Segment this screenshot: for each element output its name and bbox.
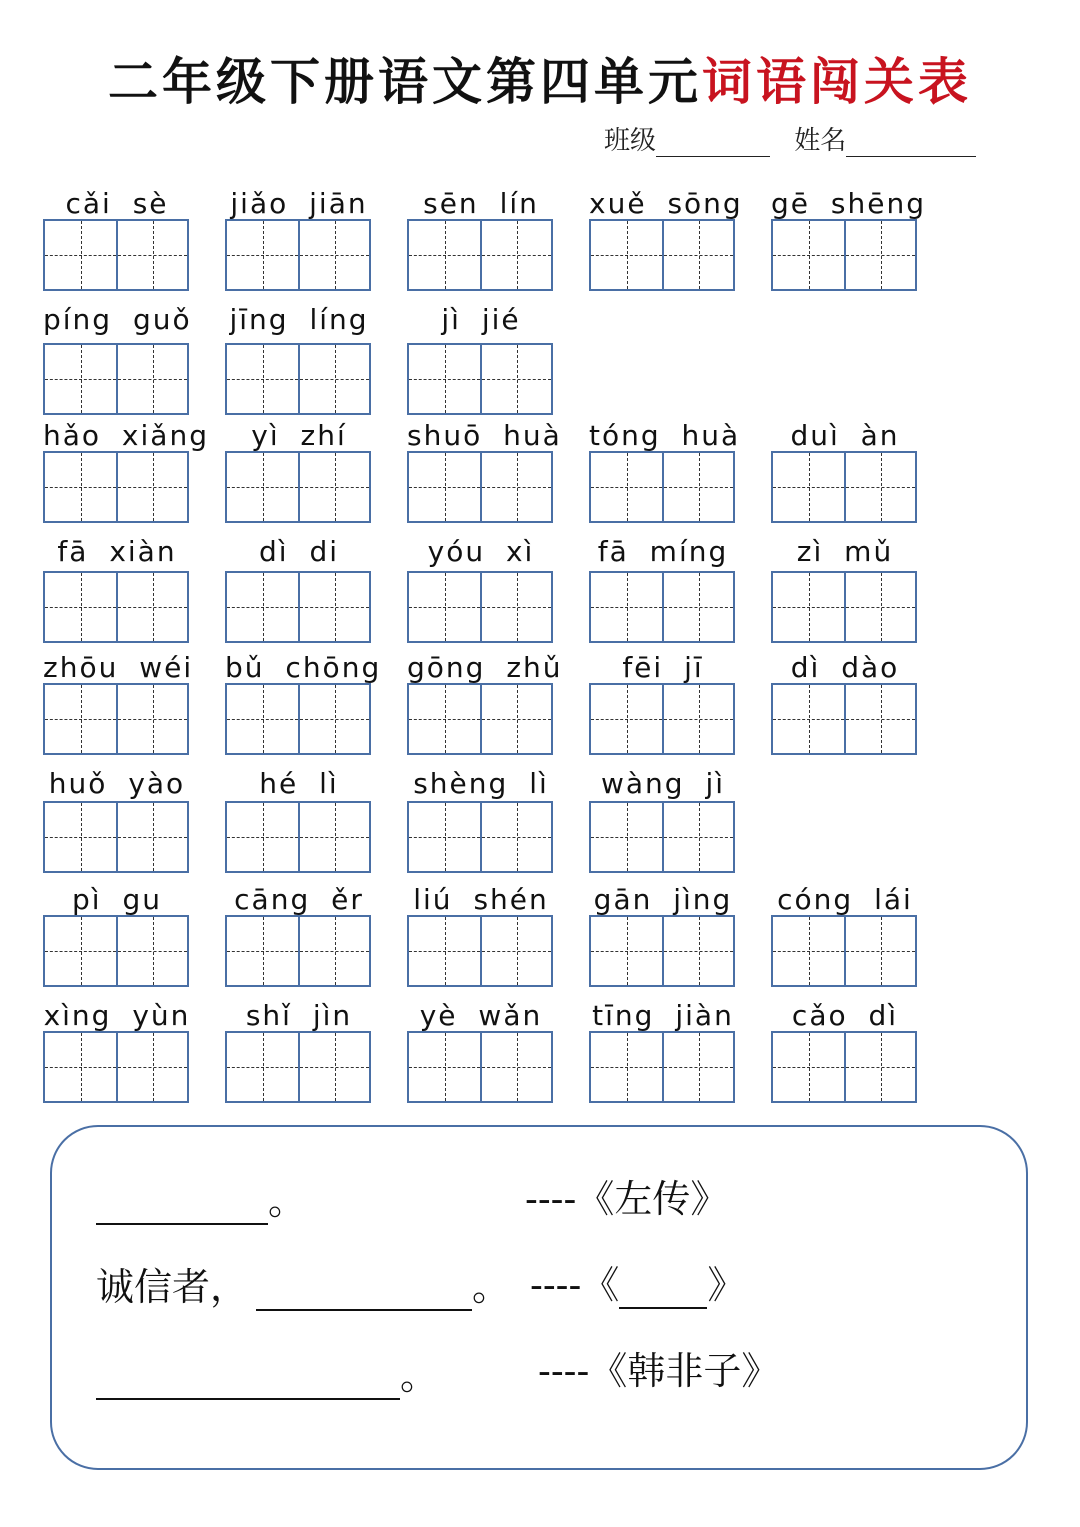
character-box[interactable]: [662, 803, 733, 871]
quote-line-3: [96, 1345, 438, 1400]
character-box[interactable]: [298, 803, 369, 871]
character-box[interactable]: [844, 917, 915, 985]
writing-grid[interactable]: [771, 451, 917, 523]
student-info: [604, 120, 976, 157]
character-box[interactable]: [116, 685, 187, 753]
character-box[interactable]: [227, 573, 298, 641]
writing-grid[interactable]: [225, 1031, 371, 1103]
writing-grid[interactable]: [771, 915, 917, 987]
character-box[interactable]: [227, 345, 298, 413]
quote-2-end: 。: [472, 1265, 511, 1309]
pinyin-label: liú shén: [413, 883, 549, 916]
pinyin-label: fā xiàn: [57, 535, 177, 568]
writing-grid[interactable]: [407, 343, 553, 415]
character-box[interactable]: [298, 1033, 369, 1101]
pinyin-label: wàng jì: [600, 767, 726, 800]
character-box[interactable]: [844, 221, 915, 289]
character-box[interactable]: [298, 453, 369, 521]
title-main: 二年级下册语文第四单元: [108, 53, 702, 111]
quote-2-start: 诚信者，: [96, 1265, 249, 1309]
character-box[interactable]: [591, 221, 662, 289]
writing-grid[interactable]: [589, 915, 735, 987]
character-box[interactable]: [591, 685, 662, 753]
writing-grid[interactable]: [43, 343, 189, 415]
pinyin-label: jīng líng: [229, 303, 369, 336]
writing-grid[interactable]: [407, 915, 553, 987]
character-box[interactable]: [844, 453, 915, 521]
character-box[interactable]: [227, 1033, 298, 1101]
character-box[interactable]: [480, 345, 551, 413]
character-box[interactable]: [662, 221, 733, 289]
character-box[interactable]: [773, 917, 844, 985]
character-box[interactable]: [844, 685, 915, 753]
pinyin-label: yè wǎn: [419, 999, 543, 1032]
character-box[interactable]: [480, 453, 551, 521]
quote-2-source-prefix: ----《: [530, 1263, 620, 1307]
character-box[interactable]: [116, 345, 187, 413]
quote-2-source-suffix: 》: [707, 1263, 746, 1307]
pinyin-label: fēi jī: [622, 651, 704, 684]
class-label: 班级: [604, 126, 657, 156]
character-box[interactable]: [45, 1033, 116, 1101]
character-box[interactable]: [227, 917, 298, 985]
character-box[interactable]: [773, 685, 844, 753]
writing-grid[interactable]: [225, 451, 371, 523]
character-box[interactable]: [409, 453, 480, 521]
pinyin-label: xuě sōng: [589, 187, 743, 220]
character-box[interactable]: [45, 345, 116, 413]
writing-grid[interactable]: [589, 571, 735, 643]
writing-grid[interactable]: [771, 571, 917, 643]
character-box[interactable]: [116, 573, 187, 641]
pinyin-label: shǐ jìn: [245, 999, 353, 1032]
character-box[interactable]: [480, 221, 551, 289]
pinyin-label: gōng zhǔ: [407, 651, 563, 684]
pinyin-label: dì dào: [790, 651, 900, 684]
pinyin-label: fā míng: [597, 535, 729, 568]
character-box[interactable]: [298, 685, 369, 753]
character-box[interactable]: [45, 803, 116, 871]
character-box[interactable]: [773, 1033, 844, 1101]
character-box[interactable]: [45, 917, 116, 985]
writing-grid[interactable]: [225, 219, 371, 291]
writing-grid[interactable]: [43, 801, 189, 873]
writing-grid[interactable]: [771, 1031, 917, 1103]
pinyin-label: cāng ěr: [234, 883, 364, 916]
character-box[interactable]: [773, 221, 844, 289]
writing-grid[interactable]: [43, 1031, 189, 1103]
quote-3-source: ----《韩非子》: [538, 1349, 780, 1393]
pinyin-label: gān jìng: [593, 883, 733, 916]
character-box[interactable]: [227, 803, 298, 871]
pinyin-label: cóng lái: [777, 883, 913, 916]
writing-grid[interactable]: [225, 683, 371, 755]
character-box[interactable]: [409, 1033, 480, 1101]
pinyin-label: yóu xì: [427, 535, 535, 568]
character-box[interactable]: [45, 685, 116, 753]
character-box[interactable]: [662, 573, 733, 641]
writing-grid[interactable]: [407, 451, 553, 523]
pinyin-label: gē shēng: [771, 187, 926, 220]
character-box[interactable]: [480, 573, 551, 641]
pinyin-label: xìng yùn: [43, 999, 191, 1032]
pinyin-label: shuō huà: [407, 419, 562, 452]
pinyin-label: pì gu: [72, 883, 162, 916]
character-box[interactable]: [662, 685, 733, 753]
page-title: [0, 50, 1080, 114]
character-box[interactable]: [591, 1033, 662, 1101]
quote-2-source: [530, 1254, 745, 1309]
quote-3-end: 。: [400, 1354, 439, 1398]
pinyin-label: tīng jiàn: [592, 999, 734, 1032]
quote-line-1: [96, 1170, 306, 1225]
character-box[interactable]: [298, 573, 369, 641]
character-box[interactable]: [773, 453, 844, 521]
writing-grid[interactable]: [407, 219, 553, 291]
writing-grid[interactable]: [225, 571, 371, 643]
writing-grid[interactable]: [407, 571, 553, 643]
character-box[interactable]: [662, 1033, 733, 1101]
character-box[interactable]: [116, 453, 187, 521]
pinyin-label: píng guǒ: [43, 303, 192, 336]
character-box[interactable]: [409, 803, 480, 871]
pinyin-label: jì jié: [441, 303, 521, 336]
name-field[interactable]: [846, 128, 976, 157]
character-box[interactable]: [116, 1033, 187, 1101]
character-box[interactable]: [480, 685, 551, 753]
character-box[interactable]: [298, 345, 369, 413]
writing-grid[interactable]: [43, 683, 189, 755]
pinyin-label: zì mǔ: [796, 535, 894, 568]
writing-grid[interactable]: [43, 915, 189, 987]
writing-grid[interactable]: [407, 801, 553, 873]
pinyin-label: sēn lín: [423, 187, 539, 220]
character-box[interactable]: [116, 917, 187, 985]
character-box[interactable]: [45, 573, 116, 641]
quote-1-end: 。: [268, 1179, 307, 1223]
character-box[interactable]: [662, 453, 733, 521]
writing-grid[interactable]: [589, 801, 735, 873]
pinyin-label: bǔ chōng: [225, 651, 382, 684]
quote-2-blank[interactable]: [256, 1269, 472, 1311]
character-box[interactable]: [409, 573, 480, 641]
character-box[interactable]: [409, 221, 480, 289]
pinyin-label: shèng lì: [413, 767, 549, 800]
pinyin-label: cǎo dì: [791, 999, 899, 1032]
character-box[interactable]: [116, 803, 187, 871]
character-box[interactable]: [45, 221, 116, 289]
class-field[interactable]: [656, 128, 770, 157]
writing-grid[interactable]: [407, 683, 553, 755]
quote-1-blank[interactable]: [96, 1183, 268, 1225]
writing-grid[interactable]: [589, 451, 735, 523]
name-label: 姓名: [794, 126, 847, 156]
character-box[interactable]: [844, 1033, 915, 1101]
character-box[interactable]: [298, 917, 369, 985]
title-highlight: 词语闯关表: [702, 53, 972, 111]
pinyin-label: zhōu wéi: [43, 651, 194, 684]
writing-grid[interactable]: [225, 343, 371, 415]
writing-grid[interactable]: [771, 683, 917, 755]
character-box[interactable]: [591, 453, 662, 521]
quote-1-source: ----《左传》: [525, 1177, 729, 1221]
pinyin-label: tóng huà: [589, 419, 741, 452]
writing-grid[interactable]: [225, 801, 371, 873]
character-box[interactable]: [591, 573, 662, 641]
pinyin-label: hé lì: [259, 767, 339, 800]
pinyin-label: duì àn: [790, 419, 900, 452]
character-box[interactable]: [409, 685, 480, 753]
character-box[interactable]: [480, 803, 551, 871]
character-box[interactable]: [773, 573, 844, 641]
character-box[interactable]: [409, 917, 480, 985]
writing-grid[interactable]: [771, 219, 917, 291]
character-box[interactable]: [409, 345, 480, 413]
character-box[interactable]: [480, 1033, 551, 1101]
character-box[interactable]: [227, 221, 298, 289]
character-box[interactable]: [662, 917, 733, 985]
character-box[interactable]: [298, 221, 369, 289]
quote-line-2: [96, 1256, 510, 1311]
character-box[interactable]: [844, 573, 915, 641]
character-box[interactable]: [591, 917, 662, 985]
character-box[interactable]: [480, 917, 551, 985]
pinyin-label: hǎo xiǎng: [43, 419, 209, 452]
writing-grid[interactable]: [589, 219, 735, 291]
pinyin-label: cǎi sè: [65, 187, 169, 220]
writing-grid[interactable]: [589, 1031, 735, 1103]
writing-grid[interactable]: [43, 571, 189, 643]
character-box[interactable]: [591, 803, 662, 871]
pinyin-label: dì di: [258, 535, 339, 568]
writing-grid[interactable]: [43, 219, 189, 291]
character-box[interactable]: [45, 453, 116, 521]
character-box[interactable]: [227, 685, 298, 753]
character-box[interactable]: [227, 453, 298, 521]
quote-2-source-blank[interactable]: [619, 1267, 707, 1309]
pinyin-label: jiǎo jiān: [230, 187, 368, 220]
writing-grid[interactable]: [407, 1031, 553, 1103]
quote-3-blank[interactable]: [96, 1358, 400, 1400]
writing-grid[interactable]: [43, 451, 189, 523]
character-box[interactable]: [116, 221, 187, 289]
pinyin-label: yì zhí: [251, 419, 347, 452]
writing-grid[interactable]: [589, 683, 735, 755]
pinyin-label: huǒ yào: [48, 767, 186, 800]
writing-grid[interactable]: [225, 915, 371, 987]
